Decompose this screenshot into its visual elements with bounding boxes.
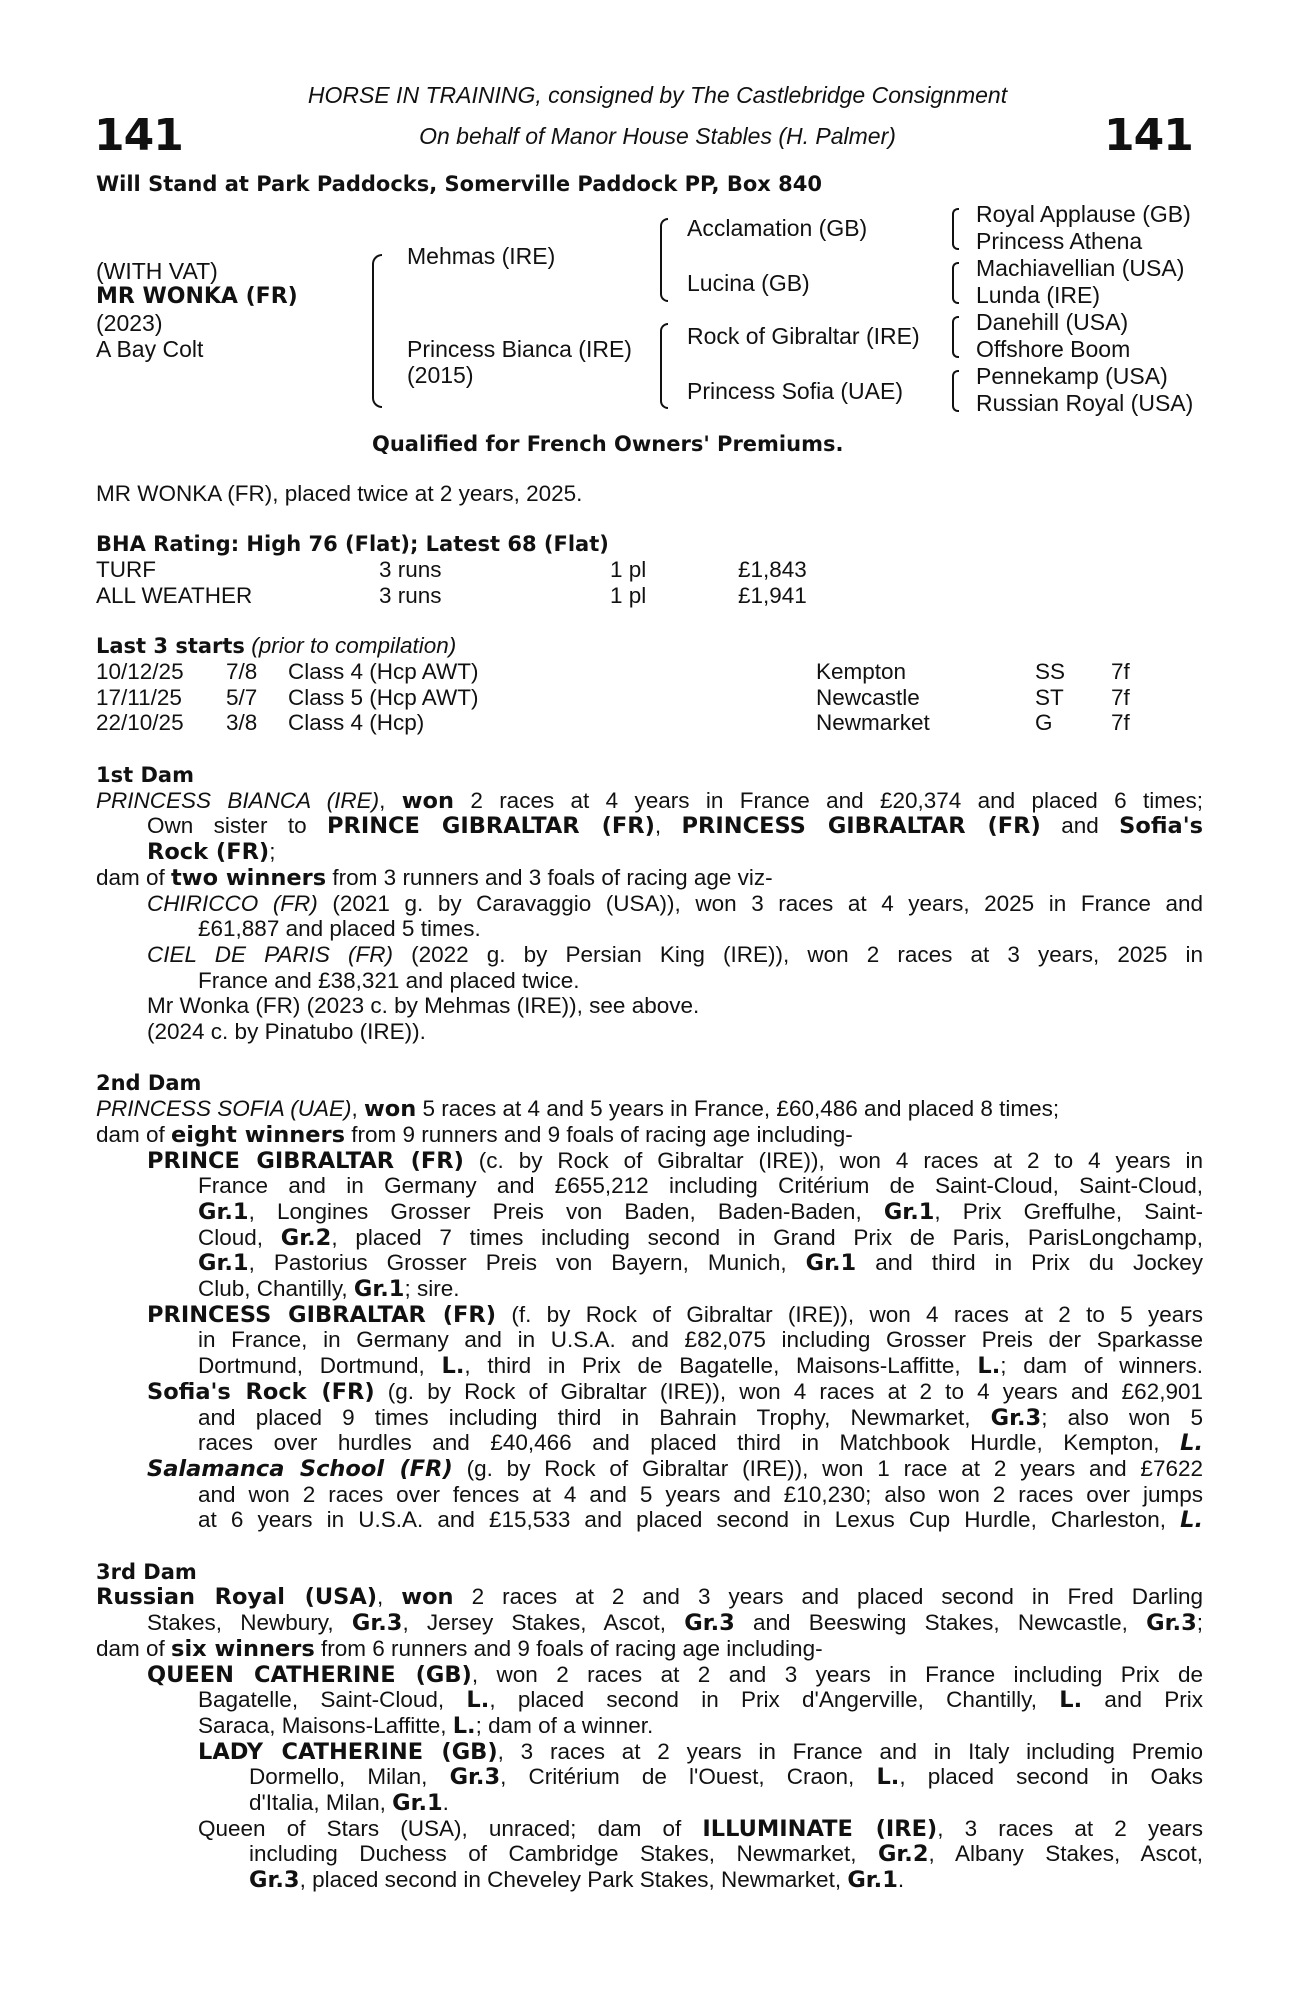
text-line [147,839,1203,866]
text-run: , Pastorius Grosser Preis von Bayern, Munich, [248,1250,806,1276]
text-run: 5 races at 4 and 5 years in France, £60,486 and placed 8 times; [416,1096,1060,1122]
text-run: races over hurdles and £40,466 and placed third in Matchbook Hurdle, Kempton, [198,1430,1181,1456]
text-line [147,891,1203,917]
text-line [249,1841,1203,1867]
text-run: at 6 years in U.S.A. and £15,533 and placed second in Lexus Cup Hurdle, Charleston, [198,1507,1181,1533]
lot-number-right: 141 [1104,110,1193,161]
text-run: , Albany Stakes, Ascot, [928,1841,1203,1867]
emphasis-run: won [401,1584,454,1611]
text-run: , won 2 races at 2 and 3 years in France including Prix de [471,1661,1203,1687]
text-run: Dortmund, Dortmund, [198,1353,442,1379]
emphasis-run: Sofia's Rock (FR) [147,1378,375,1405]
text-run: France and £38,321 and placed twice. [198,967,580,993]
sire-dam: Lucina (GB) [687,270,810,296]
emphasis-run: Gr.1 [198,1250,249,1277]
text-run: and placed 9 times including third in Bahrain Trophy, Newmarket, [198,1404,991,1430]
emphasis-run: L. [977,1353,1001,1380]
section-title: 1st Dam [96,763,194,787]
text-line [198,1199,1203,1225]
emphasis-run: Gr.3 [449,1764,501,1791]
consignment-line: HORSE IN TRAINING, consigned by The Castlebridge Consignment [307,82,1008,108]
surface: ALL WEATHER [96,582,253,608]
text-run: , 3 races at 2 years in France and in Italy including Premio [497,1738,1203,1764]
text-run: . [442,1790,449,1815]
text-run: from 6 runners and 9 foals of racing age including- [314,1635,823,1661]
text-line [198,1482,1203,1508]
last-starts-note: (prior to compilation) [251,633,457,658]
text-run: France and in Germany and £655,212 including Critérium de Saint-Cloud, Saint-Cloud, [198,1173,1203,1199]
text-line [147,1662,1203,1688]
text-run: , placed second in Cheveley Park Stakes, Newmarket, [299,1867,848,1893]
text-run: ; dam of winners. [1000,1353,1203,1379]
text-run: , [377,1584,402,1610]
text-line [198,1225,1203,1251]
text-run: , [379,787,402,813]
text-line [198,1327,1203,1353]
emphasis-run: PRINCE GIBRALTAR (FR) [327,813,655,840]
emphasis-run: PRINCESS SOFIA (UAE) [96,1096,352,1122]
emphasis-run: Russian Royal (USA) [96,1584,378,1611]
runs: 3 runs [379,557,442,582]
emphasis-run: Gr.2 [280,1224,332,1251]
text-run: and Prix [1082,1687,1203,1713]
text-run: Bagatelle, Saint-Cloud, [198,1687,467,1713]
text-line [249,1764,1203,1790]
g3-8: Russian Royal (USA) [976,390,1194,416]
text-run: , [654,813,682,839]
brace-g3-4 [952,370,959,412]
text-line [198,1507,1203,1533]
text-run: (2024 c. by Pinatubo (IRE)). [147,1019,426,1044]
emphasis-run: ILLUMINATE (IRE) [702,1815,938,1842]
text-line [96,1122,1203,1149]
text-run: Club, Chantilly, [198,1276,354,1301]
text-run: and [1040,813,1120,839]
text-line [96,1636,1203,1663]
sire: Mehmas (IRE) [407,243,556,269]
text-run: (g. by Rock of Gibraltar (IRE)), won 4 races at 2 to 4 years and £62,901 [374,1378,1203,1404]
emphasis-run: QUEEN CATHERINE (GB) [147,1661,472,1688]
emphasis-run: six winners [171,1635,315,1662]
start-course: Newcastle [816,684,920,710]
start-dist: 7f [1111,659,1130,684]
start-row [96,710,1196,736]
emphasis-run: Rock (FR) [147,839,270,866]
text-line [249,1867,1203,1894]
text-line [96,865,1203,892]
premiums-note: Qualified for French Owners' Premiums. [372,432,844,456]
section-title: 2nd Dam [96,1071,202,1096]
text-run: , Critérium de l'Ouest, Craon, [500,1764,877,1790]
section-title: 3rd Dam [96,1559,197,1584]
text-run: from 3 runners and 3 foals of racing age viz- [326,864,773,890]
start-date: 22/10/25 [96,710,184,735]
horse-info [96,258,298,362]
dam-dam: Princess Sofia (UAE) [687,378,904,404]
text-run: , placed second in Prix d'Angerville, Chantilly, [489,1687,1060,1713]
text-line [198,1687,1203,1713]
race-summary: MR WONKA (FR), placed twice at 2 years, 2025. [96,481,583,506]
start-race: Class 5 (Hcp AWT) [288,684,479,710]
text-run: dam of [96,864,172,890]
start-pos: 3/8 [226,710,258,735]
text-line [198,1276,1203,1303]
text-run: , placed 7 times including second in Grand Prix de Paris, ParisLongchamp, [331,1224,1203,1250]
emphasis-run: L. [1059,1687,1083,1714]
section-heading [96,762,1203,789]
sire-sire: Acclamation (GB) [687,215,868,241]
dam: Princess Bianca (IRE) [407,336,632,362]
brace-g3-1 [952,208,959,250]
emphasis-run: Gr.1 [198,1198,249,1225]
text-line [96,1584,1203,1610]
prize: £1,941 [738,582,807,608]
start-going: ST [1035,684,1064,710]
text-run: ; dam of a winner. [475,1712,654,1738]
start-race: Class 4 (Hcp AWT) [288,659,479,684]
emphasis-run: L. [1180,1507,1203,1534]
g3-7: Pennekamp (USA) [976,363,1168,389]
pedigree-brace-main [372,254,382,408]
text-run: , Jersey Stakes, Ascot, [402,1610,685,1636]
text-run: dam of [96,1121,172,1147]
text-line [198,916,1203,942]
brace-g3-3 [952,316,959,358]
dam-year: (2015) [407,362,474,388]
emphasis-run: Gr.3 [351,1610,403,1637]
surface: TURF [96,557,156,582]
text-line [147,1019,1203,1045]
text-run: (2022 g. by Persian King (IRE)), won 2 races at 3 years, 2025 in [393,941,1203,967]
start-dist: 7f [1111,684,1130,710]
emphasis-run: Gr.3 [1146,1610,1197,1637]
text-run: , Prix Greffulhe, Saint- [934,1198,1203,1224]
emphasis-run: L. [1180,1430,1203,1457]
text-line [198,1739,1203,1765]
emphasis-run: L. [876,1764,900,1791]
emphasis-run: Gr.1 [847,1867,898,1894]
text-run: (g. by Rock of Gibraltar (IRE)), won 1 race at 2 years and £7622 [452,1455,1203,1481]
emphasis-run: PRINCE GIBRALTAR (FR) [147,1147,464,1174]
text-run: Mr Wonka (FR) (2023 c. by Mehmas (IRE)), see above. [147,993,700,1019]
text-line [147,1456,1203,1482]
emphasis-run: CHIRICCO (FR) [147,890,318,916]
text-line [198,1405,1203,1431]
g3-6: Offshore Boom [976,336,1131,362]
last-starts-heading [96,633,456,659]
horse-description: A Bay Colt [96,336,204,362]
g3-3: Machiavellian (USA) [976,255,1185,281]
start-course: Kempton [816,659,907,684]
emphasis-run: L. [452,1712,476,1739]
text-line [198,1816,1203,1842]
start-pos: 5/7 [226,684,258,710]
placed: 1 pl [610,582,647,608]
start-date: 10/12/25 [96,659,184,684]
emphasis-run: eight winners [171,1121,346,1148]
text-run: £61,887 and placed 5 times. [198,916,481,942]
section-heading [96,1070,1203,1097]
text-run: (c. by Rock of Gibraltar (IRE)), won 4 races at 2 to 4 years in [463,1147,1203,1173]
last-starts-title: Last 3 starts [96,634,245,658]
emphasis-run: Gr.1 [805,1250,857,1277]
text-run: Own sister to [147,813,328,839]
emphasis-run: L. [466,1687,490,1714]
emphasis-run: CIEL DE PARIS (FR) [147,941,394,967]
start-going: SS [1035,659,1066,684]
text-line [147,1379,1203,1405]
emphasis-run: won [401,787,454,814]
on-behalf-line: On behalf of Manor House Stables (H. Palmer) [419,123,896,149]
text-run: d'Italia, Milan, [249,1790,393,1815]
text-line [198,1173,1203,1199]
text-run: dam of [96,1635,172,1661]
text-run: ; sire. [404,1276,460,1301]
emphasis-run: PRINCESS GIBRALTAR (FR) [681,813,1041,840]
text-line [198,1430,1203,1456]
text-run: Dormello, Milan, [249,1764,450,1790]
text-run: (2021 g. by Caravaggio (USA)), won 3 races at 4 years, 2025 in France and [317,890,1203,916]
emphasis-run: Gr.3 [249,1867,300,1894]
text-line [249,1790,1203,1817]
text-run: and won 2 races over fences at 4 and 5 years and £10,230; also won 2 races over jumps [198,1481,1203,1507]
foaling-year: (2023) [96,310,163,336]
emphasis-run: Gr.1 [392,1790,443,1816]
text-run: , [351,1096,364,1122]
emphasis-run: won [363,1096,417,1123]
text-run: , third in Prix de Bagatelle, Maisons-Laffitte, [464,1353,978,1379]
g3-4: Lunda (IRE) [976,282,1101,308]
start-race: Class 4 (Hcp) [288,710,425,735]
text-run: 2 races at 2 and 3 years and placed second in Fred Darling [453,1584,1203,1610]
start-date: 17/11/25 [96,684,182,710]
emphasis-run: two winners [171,864,327,891]
section-heading [96,1559,1203,1586]
emphasis-run: Gr.2 [877,1841,929,1868]
last-starts-table [96,659,1196,736]
text-line [147,993,1203,1019]
dam-sire: Rock of Gibraltar (IRE) [687,323,920,349]
start-course: Newmarket [816,710,930,735]
text-line [147,813,1203,839]
g3-1: Royal Applause (GB) [976,201,1191,227]
emphasis-run: L. [441,1353,465,1380]
text-line [96,1096,1203,1123]
text-run: ; [1196,1610,1203,1636]
text-run: Stakes, Newbury, [147,1610,352,1636]
start-pos: 7/8 [226,659,258,684]
text-line [147,1148,1203,1174]
emphasis-run: Sofia's [1119,813,1203,840]
text-run: Saraca, Maisons-Laffitte, [198,1712,453,1738]
text-run: , 3 races at 2 years [937,1815,1203,1841]
text-run: and Beeswing Stakes, Newcastle, [734,1610,1147,1636]
pedigree-brace-dam [660,323,668,409]
text-line [147,1610,1203,1636]
emphasis-run: Gr.1 [883,1198,935,1225]
bha-rating: BHA Rating: High 76 (Flat); Latest 68 (Flat) [96,532,609,556]
start-going: G [1035,710,1053,735]
start-row [96,685,1196,711]
emphasis-run: Gr.3 [684,1610,735,1637]
emphasis-run: Gr.3 [990,1404,1042,1431]
text-run: ; also won 5 [1041,1404,1203,1430]
text-run: in France, in Germany and in U.S.A. and £82,075 including Grosser Preis der Sparkasse [198,1327,1203,1353]
vat-note: (WITH VAT) [96,258,218,284]
g3-5: Danehill (USA) [976,309,1129,335]
text-line [198,1353,1203,1379]
emphasis-run: PRINCESS GIBRALTAR (FR) [147,1301,497,1328]
placed: 1 pl [610,557,647,582]
text-line [198,1250,1203,1276]
text-line [147,942,1203,968]
text-line [198,968,1203,994]
text-run: and third in Prix du Jockey [856,1250,1203,1276]
text-line [147,1302,1203,1328]
text-run: including Duchess of Cambridge Stakes, Newmarket, [249,1841,878,1867]
horse-name: MR WONKA (FR) [96,284,298,309]
start-row [96,659,1196,685]
text-run: ; [269,839,276,865]
text-run: Cloud, [198,1224,281,1250]
stand-location: Will Stand at Park Paddocks, Somerville Paddock PP, Box 840 [96,172,822,196]
prize: £1,843 [738,557,807,582]
text-run: , Longines Grosser Preis von Baden, Baden-Baden, [248,1198,884,1224]
brace-g3-2 [952,262,959,304]
text-run: (f. by Rock of Gibraltar (IRE)), won 4 races at 2 to 5 years [496,1301,1203,1327]
text-line [96,788,1203,814]
text-run: Queen of Stars (USA), unraced; dam of [198,1815,703,1841]
lot-number-left: 141 [94,110,183,161]
emphasis-run: Salamanca School (FR) [147,1455,453,1482]
emphasis-run: Gr.1 [353,1276,405,1302]
start-dist: 7f [1111,710,1130,735]
emphasis-run: LADY CATHERINE (GB) [198,1738,498,1765]
g3-2: Princess Athena [976,228,1143,254]
text-run: , placed second in Oaks [899,1764,1203,1790]
text-run: from 9 runners and 9 foals of racing age including- [345,1121,853,1147]
text-line [198,1713,1203,1740]
emphasis-run: PRINCESS BIANCA (IRE) [96,787,380,813]
runs: 3 runs [379,582,442,608]
text-run: 2 races at 4 years in France and £20,374 and placed 6 times; [454,787,1203,813]
text-run: . [897,1867,905,1893]
pedigree-brace-sire [660,218,668,302]
